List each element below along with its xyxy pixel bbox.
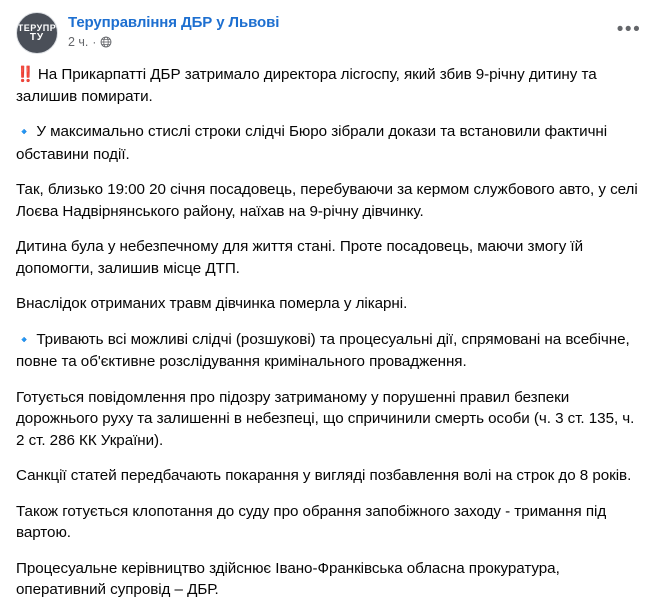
page-name-link[interactable]: Теруправління ДБР у Львові — [68, 14, 280, 31]
post-paragraph-text: Внаслідок отриманих травм дівчинка померла у лікарні. — [16, 295, 408, 312]
post-paragraph — [16, 329, 644, 373]
avatar-logo-text — [18, 24, 56, 42]
post-paragraph-text: Так, близько 19:00 20 січня посадовець, перебуваючи за кермом службового авто, у селі Лоєва Надвірнянського району, наїхав на 9-річну дівчинку. — [16, 181, 638, 220]
avatar-logo-line2: ТУ — [29, 32, 45, 43]
post-header — [16, 12, 644, 54]
post-paragraph — [16, 387, 644, 452]
post-meta — [68, 35, 279, 49]
post-paragraph — [16, 501, 644, 544]
ellipsis-icon: ••• — [616, 18, 642, 40]
post-paragraph-text: Процесуальне керівництво здійснює Івано-Франківська обласна прокуратура, оперативний супровід – ДБР. — [16, 559, 560, 598]
avatar[interactable] — [16, 12, 58, 54]
post-header-text — [68, 12, 279, 49]
post-paragraph-text: Дитина була у небезпечному для життя стані. Проте посадовець, маючи змогу їй допомогти, залишив місце ДТП. — [16, 238, 584, 277]
post-paragraph-text: Також готується клопотання до суду про обрання запобіжного заходу - тримання під вартою. — [16, 502, 607, 541]
double-exclamation-icon: ‼️ — [16, 65, 34, 83]
post-paragraph — [16, 236, 644, 279]
meta-separator: · — [92, 35, 97, 49]
post-paragraph-text: Санкції статей передбачають покарання у вигляді позбавлення волі на строк до 8 років. — [16, 467, 632, 484]
post-body — [16, 64, 644, 601]
post-paragraph-text: Готується повідомлення про підозру затриманому у порушенні правил безпеки дорожнього руху та залишенні в небезпеці, що спричинили смерть особи (ч. 3 ст. 135, ч. 2 ст. 286 КК України). — [16, 388, 635, 449]
post-paragraph — [16, 465, 644, 487]
avatar-logo-line1: ТЕРУПР — [17, 23, 57, 33]
globe-icon[interactable] — [100, 36, 112, 48]
post-paragraph — [16, 64, 644, 107]
post-paragraph — [16, 121, 644, 165]
post-paragraph-text: Тривають всі можливі слідчі (розшукові) та процесуальні дії, спрямовані на всебічне, повне та об'єктивне розслідування кримінального провадження. — [16, 330, 630, 370]
post-paragraph — [16, 293, 644, 315]
post-paragraph — [16, 558, 644, 601]
post-timestamp[interactable]: 2 ч. — [68, 35, 89, 49]
blue-diamond-icon: 🔹 — [16, 125, 33, 140]
blue-diamond-icon: 🔹 — [16, 332, 33, 348]
post-paragraph-text: У максимально стислі строки слідчі Бюро зібрали докази та встановили фактичні обставини події. — [16, 123, 608, 163]
post-options-button[interactable] — [614, 14, 644, 44]
post-paragraph — [16, 179, 644, 222]
post-paragraph-text: На Прикарпатті ДБР затримало директора лісгоспу, який збив 9-річну дитину та залишив помирати. — [16, 66, 597, 105]
